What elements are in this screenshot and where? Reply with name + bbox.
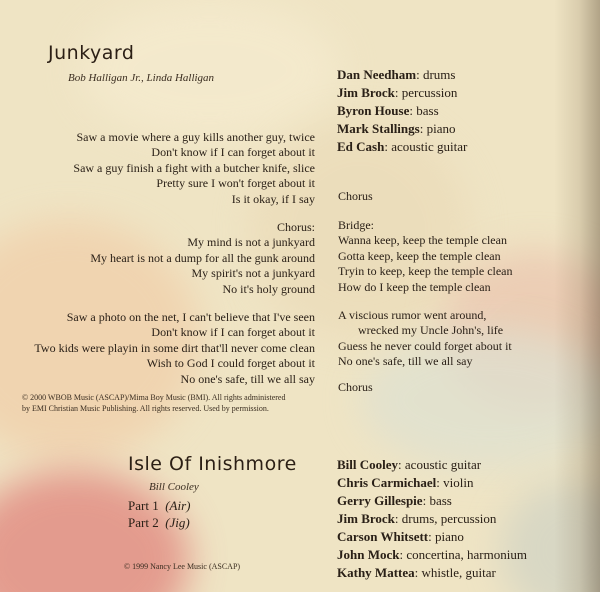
lyric-line: Guess he never could forget about it <box>338 338 512 353</box>
musician-name: John Mock <box>337 547 400 562</box>
lyric-line: Wanna keep, keep the temple clean <box>338 233 507 248</box>
bridge <box>338 218 513 295</box>
lyric-line: My heart is not a dump for all the gunk around <box>90 250 315 265</box>
credit-line: Byron House: bass <box>337 103 439 118</box>
musician-name: Dan Needham <box>337 67 417 82</box>
lyric-line: My spirit's not a junkyard <box>191 266 315 281</box>
credit-line: Jim Brock: percussion <box>337 85 458 100</box>
musician-name: Mark Stallings <box>337 121 420 136</box>
song-author: Bill Cooley <box>149 481 199 493</box>
lyric-line: Don't know if I can forget about it <box>151 325 315 340</box>
credit-line: Kathy Mattea: whistle, guitar <box>337 565 496 580</box>
instrument: piano <box>426 121 456 136</box>
part-name: (Air) <box>165 498 191 513</box>
lyric-line: Saw a guy finish a fight with a butcher knife, slice <box>73 160 315 175</box>
part-line <box>128 514 190 531</box>
musician-credits <box>337 456 527 582</box>
part-label: Part 2 <box>128 515 159 530</box>
musician-name: Gerry Gillespie <box>337 493 423 508</box>
credit-line: Bill Cooley: acoustic guitar <box>337 457 482 472</box>
copyright-notice: © 1999 Nancy Lee Music (ASCAP) <box>124 562 241 571</box>
lyric-line: Don't know if I can forget about it <box>151 145 315 160</box>
credit-line: Ed Cash: acoustic guitar <box>337 139 468 154</box>
chorus <box>90 220 315 297</box>
lyric-line: Bridge: <box>338 218 374 232</box>
instrument: percussion <box>401 85 458 100</box>
lyric-line: My mind is not a junkyard <box>187 235 315 250</box>
lyric-line: No one's safe, till we all say <box>338 354 473 369</box>
lyric-line: Chorus: <box>276 220 315 234</box>
lyric-line: A viscious rumor went around, <box>338 308 487 322</box>
song-parts <box>128 497 190 531</box>
instrument: whistle, guitar <box>421 565 496 580</box>
song-title-isle-of-inishmore: Isle Of Inishmore <box>128 453 297 475</box>
musician-name: Kathy Mattea <box>337 565 415 580</box>
copyright-line: by EMI Christian Music Publishing. All rights reserved. Used by permission. <box>22 404 269 413</box>
page-fold-shadow <box>554 0 600 592</box>
credit-line: Dan Needham: drums <box>337 67 456 82</box>
credit-line: Carson Whitsett: piano <box>337 529 464 544</box>
lyric-line: No it's holy ground <box>222 281 315 296</box>
lyric-line: Gotta keep, keep the temple clean <box>338 248 501 263</box>
song-authors: Bob Halligan Jr., Linda Halligan <box>68 72 215 84</box>
instrument: piano <box>435 529 464 544</box>
credit-line: Chris Carmichael: violin <box>337 475 474 490</box>
lyric-line: Is it okay, if I say <box>231 191 315 206</box>
instrument: drums, percussion <box>401 511 497 526</box>
musician-name: Carson Whitsett <box>337 529 429 544</box>
song-title-junkyard: Junkyard <box>48 42 135 64</box>
instrument: acoustic guitar <box>391 139 468 154</box>
copyright-notice <box>22 392 285 414</box>
verse-1 <box>73 130 315 207</box>
lyric-line: Saw a movie where a guy kills another guy, twice <box>76 130 315 144</box>
musician-name: Ed Cash <box>337 139 385 154</box>
verse-2 <box>34 310 315 387</box>
instrument: violin <box>443 475 474 490</box>
musician-name: Chris Carmichael <box>337 475 437 490</box>
musician-name: Bill Cooley <box>337 457 399 472</box>
lyric-line: wrecked my Uncle John's, life <box>358 323 504 338</box>
part-line <box>128 497 190 514</box>
musician-credits <box>337 66 467 156</box>
credit-line: Gerry Gillespie: bass <box>337 493 452 508</box>
part-label: Part 1 <box>128 498 159 513</box>
lyric-line: No one's safe, till we all say <box>180 371 315 386</box>
instrument: concertina, harmonium <box>406 547 527 562</box>
chorus-reference: Chorus <box>338 380 373 394</box>
verse-3 <box>338 308 512 370</box>
lyric-line: Saw a photo on the net, I can't believe that I've seen <box>66 310 315 324</box>
credit-line: Mark Stallings: piano <box>337 121 456 136</box>
musician-name: Jim Brock <box>337 85 395 100</box>
instrument: acoustic guitar <box>404 457 482 472</box>
credit-line: Jim Brock: drums, percussion <box>337 511 497 526</box>
chorus-reference: Chorus <box>338 189 373 203</box>
musician-name: Byron House <box>337 103 410 118</box>
part-name: (Jig) <box>165 515 190 530</box>
instrument: drums <box>422 67 456 82</box>
lyric-line: Pretty sure I won't forget about it <box>156 176 315 191</box>
instrument: bass <box>416 103 439 118</box>
watercolor-wash <box>80 0 340 140</box>
lyric-line: Two kids were playin in some dirt that'll never come clean <box>34 340 315 355</box>
credit-line: John Mock: concertina, harmonium <box>337 547 527 562</box>
instrument: bass <box>429 493 452 508</box>
musician-name: Jim Brock <box>337 511 395 526</box>
lyric-line: How do I keep the temple clean <box>338 279 491 294</box>
copyright-line: © 2000 WBOB Music (ASCAP)/Mima Boy Music (BMI). All rights administered <box>22 393 286 402</box>
lyric-line: Tryin to keep, keep the temple clean <box>338 264 513 279</box>
lyric-line: Wish to God I could forget about it <box>146 356 315 371</box>
